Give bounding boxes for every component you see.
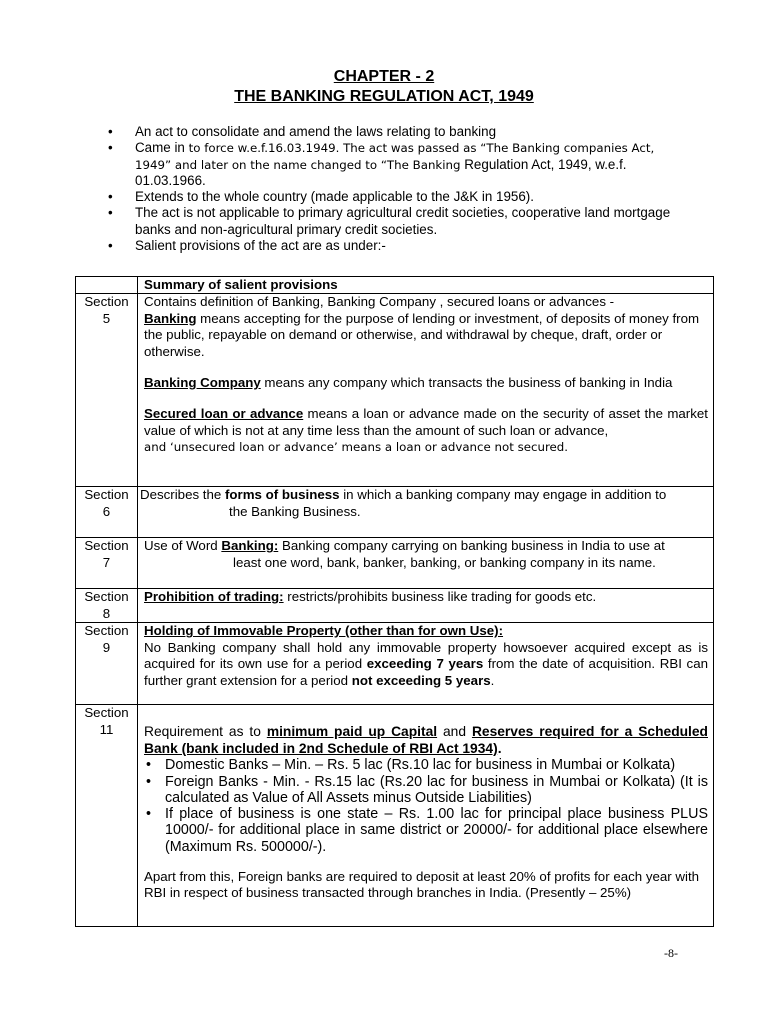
provision-heading: Holding of Immovable Property (other than for own Use): — [144, 623, 504, 639]
table-row — [76, 623, 714, 705]
provision-span: Use of Word — [144, 538, 222, 554]
provision-cell — [138, 623, 714, 705]
section-word: Section — [84, 589, 129, 605]
bullet-text: Came in — [135, 140, 185, 156]
provision-text: and ‘unsecured loan or advance’ means a loan or advance not secured. — [144, 440, 569, 455]
section-number: 11 — [99, 721, 114, 737]
provision-span: and — [437, 724, 472, 740]
table-row — [76, 589, 714, 623]
provisions-table — [75, 276, 714, 927]
section-cell — [76, 589, 138, 623]
table-header-row — [76, 277, 714, 294]
provision-bold: not exceeding 5 years — [351, 672, 491, 688]
spacer — [144, 391, 708, 406]
provision-span: from the date of acquisition. RBI can further grant extension for a period — [144, 656, 708, 688]
provision-cell — [138, 705, 714, 927]
list-item: • If place of business is one state – Rs. 1.00 lac for principal place business PLUS 10000/- for additional place in same district or 20000/- for additional place elsewhere (Maximum Rs. 500000/-). — [144, 806, 708, 855]
chapter-heading: CHAPTER - 2 — [333, 68, 435, 85]
table-row — [76, 294, 714, 487]
provision-text — [140, 487, 708, 503]
act-title: THE BANKING REGULATION ACT, 1949 — [234, 88, 534, 105]
table-header-cell — [138, 277, 714, 294]
spacer — [144, 360, 708, 375]
bullet-text: Salient provisions of the act are as under:- — [135, 238, 386, 254]
page-number: -8- — [664, 946, 678, 960]
section-cell — [76, 294, 138, 487]
provision-span: Banking company carrying on banking business in India to use at — [278, 538, 665, 554]
provision-span: Requirement as to — [144, 724, 267, 740]
spacer — [144, 855, 708, 869]
provision-cell — [138, 487, 714, 538]
section-cell — [76, 705, 138, 927]
section-cell — [76, 538, 138, 589]
section-word: Section — [84, 623, 129, 639]
term: Banking Company — [144, 375, 261, 391]
section-number: 6 — [102, 503, 111, 519]
table-row — [76, 487, 714, 538]
provision-bold: Reserves required for a Scheduled Bank (bank included in 2nd Schedule of RBI Act 1934) — [144, 724, 708, 756]
provision-bold: forms of business — [225, 487, 340, 503]
provision-span: Describes the — [140, 487, 225, 503]
list-item: • Domestic Banks – Min. – Rs. 5 lac (Rs.10 lac for business in Mumbai or Kolkata) — [144, 757, 708, 773]
provision-span: restricts/prohibits business like trading for goods etc. — [283, 589, 597, 605]
definition: means a loan or advance made on the security of asset the market value of which is not at any time less than the amount of such loan or advance, — [144, 406, 708, 438]
provision-text — [144, 406, 708, 439]
bullet-item — [108, 140, 688, 189]
provision-text: Apart from this, Foreign banks are required to deposit at least 20% of profits for each year with RBI in respect of business transacted through branches in India. (Presently – 25%) — [144, 869, 700, 901]
section-word: Section — [84, 538, 129, 554]
table-header: Summary of salient provisions — [144, 277, 338, 292]
table-row — [76, 538, 714, 589]
provision-text: Contains definition of Banking, Banking Company , secured loans or advances - — [144, 294, 615, 310]
provision-text — [144, 724, 708, 757]
provision-cell — [138, 589, 714, 623]
section-number: 8 — [102, 605, 111, 621]
section-cell — [76, 487, 138, 538]
bullet-text: An act to consolidate and amend the laws relating to banking — [135, 124, 497, 139]
bullet-text: Extends to the whole country (made applicable to the J&K in 1956). — [135, 189, 534, 205]
bullet-text: to force w.e.f.16.03.1949. The act was passed as “The Banking companies Act, 1949” and later on the name changed to “The Banking — [135, 141, 655, 172]
provision-bold: minimum paid up Capital — [266, 724, 438, 740]
table-header-blank — [76, 277, 138, 294]
list-item: • Foreign Banks - Min. - Rs.15 lac (Rs.20 lac for business in Mumbai or Kolkata) (It is calculated as Value of All Assets minus Outside Liabilities) — [144, 774, 708, 807]
provision-text — [144, 311, 708, 360]
section-number: 5 — [102, 310, 111, 326]
intro-bullet-list — [108, 124, 688, 254]
bullet-text: The act is not applicable to primary agricultural credit societies, cooperative land mortgage banks and non-agricultural primary credit societies. — [135, 205, 671, 237]
bullet-item — [108, 205, 688, 238]
provision-bold: . — [497, 740, 502, 756]
term: Secured loan or advance — [144, 406, 304, 422]
provision-text — [144, 640, 708, 689]
table-row — [76, 705, 714, 927]
section-word: Section — [84, 487, 129, 503]
capital-requirement-list — [144, 757, 708, 855]
definition: means accepting for the purpose of lending or investment, of deposits of money from the public, repayable on demand or otherwise, and withdrawal by cheque, draft, order or otherwise. — [144, 310, 700, 359]
section-number: 7 — [102, 554, 111, 570]
provision-cell — [138, 538, 714, 589]
section-word: Section — [84, 705, 129, 721]
provision-span: . — [490, 672, 495, 688]
provision-text — [144, 589, 708, 605]
provision-bold: Prohibition of trading: — [144, 589, 284, 605]
section-number: 9 — [102, 639, 111, 655]
bullet-text: Regulation Act, 1949, w.e.f. 01.03.1966. — [135, 156, 627, 188]
bullet-item — [108, 189, 688, 205]
section-cell — [76, 623, 138, 705]
provision-text — [144, 375, 708, 391]
definition: means any company which transacts the business of banking in India — [260, 375, 673, 391]
spacer — [144, 705, 708, 724]
provision-text: the Banking Business. — [229, 503, 361, 519]
bullet-item — [108, 238, 688, 254]
provision-bold: Banking: — [221, 538, 279, 554]
provision-text: least one word, bank, banker, banking, or banking company in its name. — [233, 554, 656, 570]
provision-span: No Banking company shall hold any immovable property howsoever acquired except as is acquired for its own use for a period — [144, 639, 708, 672]
bullet-item — [108, 124, 688, 140]
provision-cell — [138, 294, 714, 487]
term: Banking — [144, 310, 197, 326]
section-word: Section — [84, 294, 129, 310]
provision-text — [144, 538, 708, 554]
provision-span: in which a banking company may engage in addition to — [339, 487, 667, 503]
provision-bold: exceeding 7 years — [366, 656, 484, 672]
